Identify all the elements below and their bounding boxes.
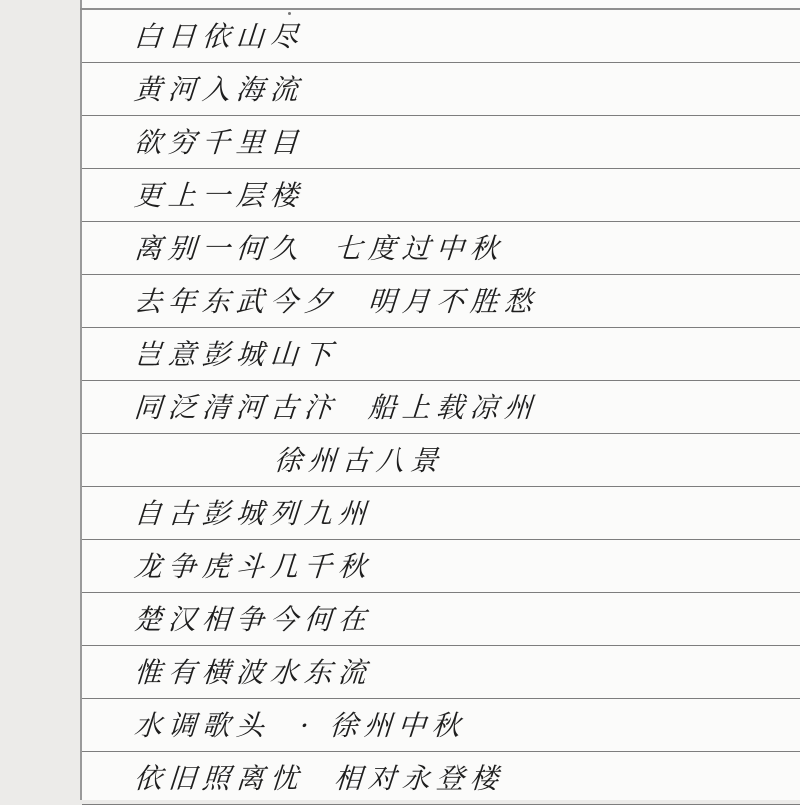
line-segment: 依旧照离忧 [132,762,306,795]
line-segment: 离别一何久 [132,232,306,265]
line-segment: 去年东武今夕 [132,285,340,318]
handwritten-line [133,285,539,319]
ruled-line-13 [82,646,800,699]
line-segment: 七度过中秋 [332,232,506,265]
ruled-line-3 [82,116,800,169]
line-segment: 明月不胜愁 [366,285,540,318]
line-segment: 相对永登楼 [332,762,506,795]
handwritten-line [133,126,305,160]
line-segment: · 徐州中秋 [298,709,468,742]
line-segment: 黄河入海流 [132,73,306,106]
line-segment: 白日依山尽 [132,20,306,53]
handwritten-line [133,73,305,107]
ruled-line-5 [82,222,800,275]
section-title [273,444,445,478]
ruled-line-7 [82,328,800,381]
ruled-line-8 [82,381,800,434]
ruled-line-11 [82,540,800,593]
ruled-line-2 [82,63,800,116]
ruled-line-10 [82,487,800,540]
handwritten-line [133,656,373,690]
line-segment: 龙争虎斗几千秋 [132,550,374,583]
ruled-line-14 [82,699,800,752]
line-segment: 船上载凉州 [366,391,540,424]
ruled-line-15 [82,752,800,805]
line-segment: 楚汉相争今何在 [132,603,374,636]
ruled-line-1 [82,10,800,63]
line-segment: 水调歌头 [132,709,272,742]
handwritten-line [133,20,305,54]
handwritten-line [133,603,373,637]
ruled-line-12 [82,593,800,646]
line-segment: 更上一层楼 [132,179,306,212]
handwritten-line [133,232,505,266]
ruled-line-6 [82,275,800,328]
handwritten-line [133,338,339,372]
line-segment: 同泛清河古汴 [132,391,340,424]
handwritten-line [133,762,505,796]
line-segment: 岂意彭城山下 [132,338,340,371]
line-segment: 徐州古八景 [272,444,446,477]
ruled-line-4 [82,169,800,222]
line-segment: 欲穷千里目 [132,126,306,159]
handwritten-line [133,550,373,584]
handwritten-line [133,709,467,743]
handwritten-line [133,391,539,425]
ruled-line-9 [82,434,800,487]
handwritten-line [133,497,373,531]
line-segment: 自古彭城列九州 [132,497,374,530]
line-segment: 惟有横波水东流 [132,656,374,689]
handwritten-line [133,179,305,213]
